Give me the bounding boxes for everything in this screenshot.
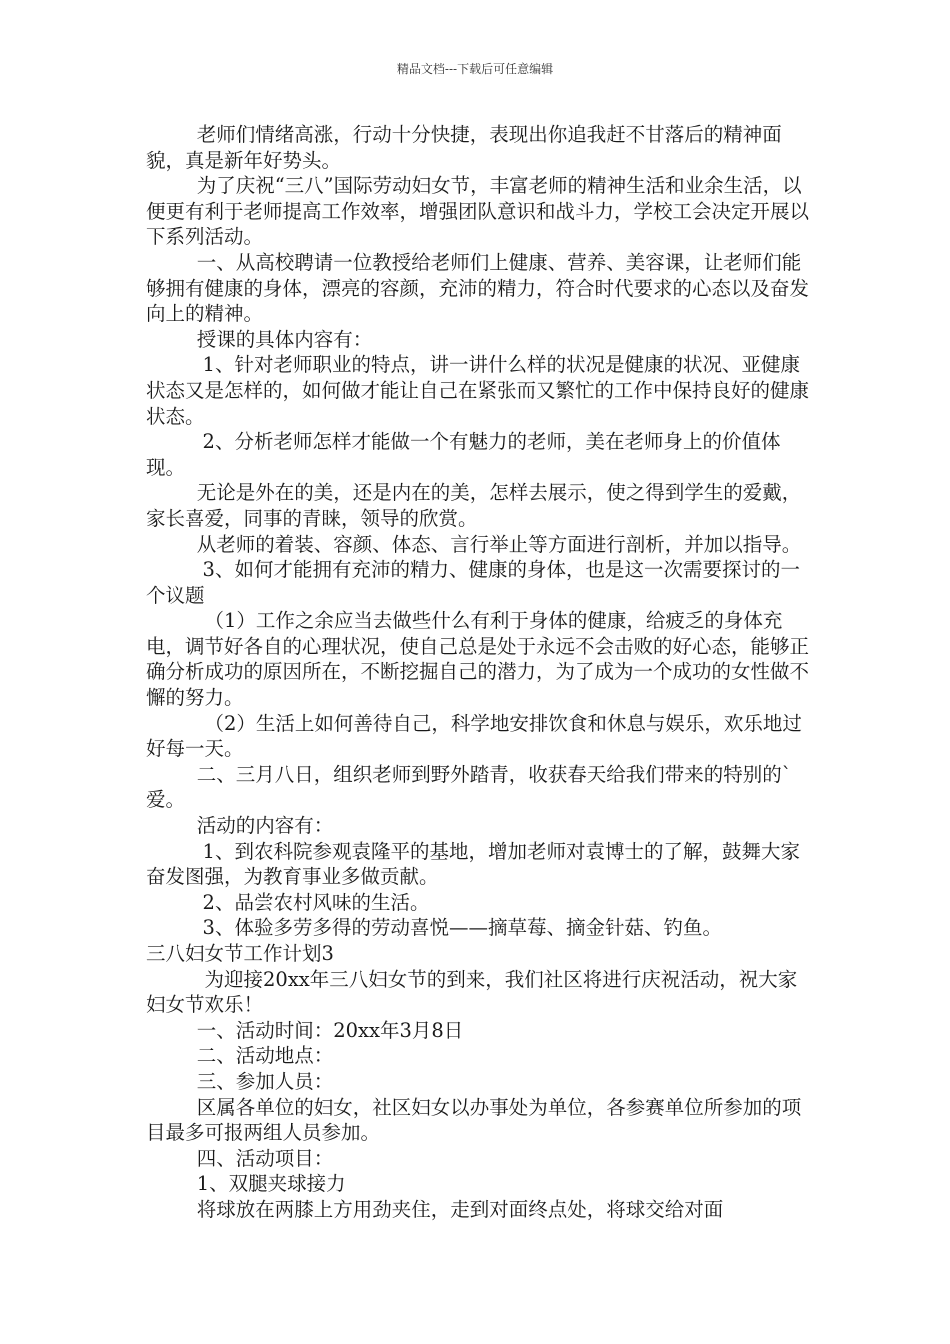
paragraph: 2、品尝农村风味的生活。: [202, 890, 430, 914]
paragraph: 1、到农科院参观袁隆平的基地，增加老师对袁博士的了解，鼓舞大家奋发图强，为教育事业多做贡献。: [146, 839, 800, 889]
paragraph: 3、体验多劳多得的劳动喜悦——摘草莓、摘金针菇、钓鱼。: [202, 916, 722, 940]
paragraph: 1、针对老师职业的特点，讲一讲什么样的状况是健康的状况、亚健康状态又是怎样的，如何做才能让自己在紧张而又繁忙的工作中保持良好的健康状态。: [146, 353, 810, 428]
paragraph: 为迎接20xx年三八妇女节的到来，我们社区将进行庆祝活动，祝大家妇女节欢乐！: [146, 967, 798, 1017]
paragraph: 从老师的着装、容颜、体态、言行举止等方面进行剖析，并加以指导。: [196, 532, 802, 556]
paragraph: （1）工作之余应当去做些什么有利于身体的健康，给疲乏的身体充电，调节好各自的心理状况，使自己总是处于永远不会击败的好心态，能够正确分析成功的原因所在，不断挖掘自己的潜力，为了成为一个成功的女性做不懈的努力。: [146, 609, 810, 710]
paragraph: 三、参加人员：: [196, 1069, 334, 1093]
paragraph: 2、分析老师怎样才能做一个有魅力的老师，美在老师身上的价值体现。: [146, 430, 781, 479]
paragraph: （2）生活上如何善待自己，科学地安排饮食和休息与娱乐，欢乐地过好每一天。: [146, 711, 802, 761]
paragraph: 一、从高校聘请一位教授给老师们上健康、营养、美容课，让老师们能够拥有健康的身体，漂亮的容颜，充沛的精力，符合时代要求的心态以及奋发向上的精神。: [146, 250, 810, 326]
paragraph: 二、三月八日，组织老师到野外踏青，收获春天给我们带来的特别的`爱。: [146, 762, 792, 812]
section-heading: 三八妇女节工作计划3: [146, 942, 334, 965]
paragraph: 无论是外在的美，还是内在的美，怎样去展示，使之得到学生的爱戴，家长喜爱，同事的青睐，领导的欣赏。: [146, 481, 802, 530]
paragraph: 3、如何才能拥有充沛的精力、健康的身体，也是这一次需要探讨的一个议题: [146, 558, 800, 607]
paragraph: 一、活动时间：20xx年3月8日: [196, 1018, 464, 1042]
paragraph: 授课的具体内容有：: [196, 327, 373, 351]
page-header: 精品文档---下载后可任意编辑: [396, 62, 554, 76]
paragraph: 老师们情绪高涨，行动十分快捷，表现出你追我赶不甘落后的精神面貌，真是新年好势头。: [146, 123, 782, 172]
paragraph: 为了庆祝“三八”国际劳动妇女节，丰富老师的精神生活和业余生活，以便更有利于老师提高工作效率，增强团队意识和战斗力，学校工会决定开展以下系列活动。: [146, 174, 810, 249]
paragraph: 1、双腿夹球接力: [196, 1172, 346, 1196]
paragraph: 二、活动地点：: [196, 1044, 334, 1068]
document-body: [146, 122, 811, 1223]
paragraph: 将球放在两膝上方用劲夹住，走到对面终点处，将球交给对面: [196, 1197, 724, 1221]
paragraph: 四、活动项目：: [196, 1146, 334, 1170]
paragraph: 区属各单位的妇女，社区妇女以办事处为单位，各参赛单位所参加的项目最多可报两组人员参加。: [146, 1095, 802, 1145]
paragraph: 活动的内容有：: [196, 814, 334, 838]
